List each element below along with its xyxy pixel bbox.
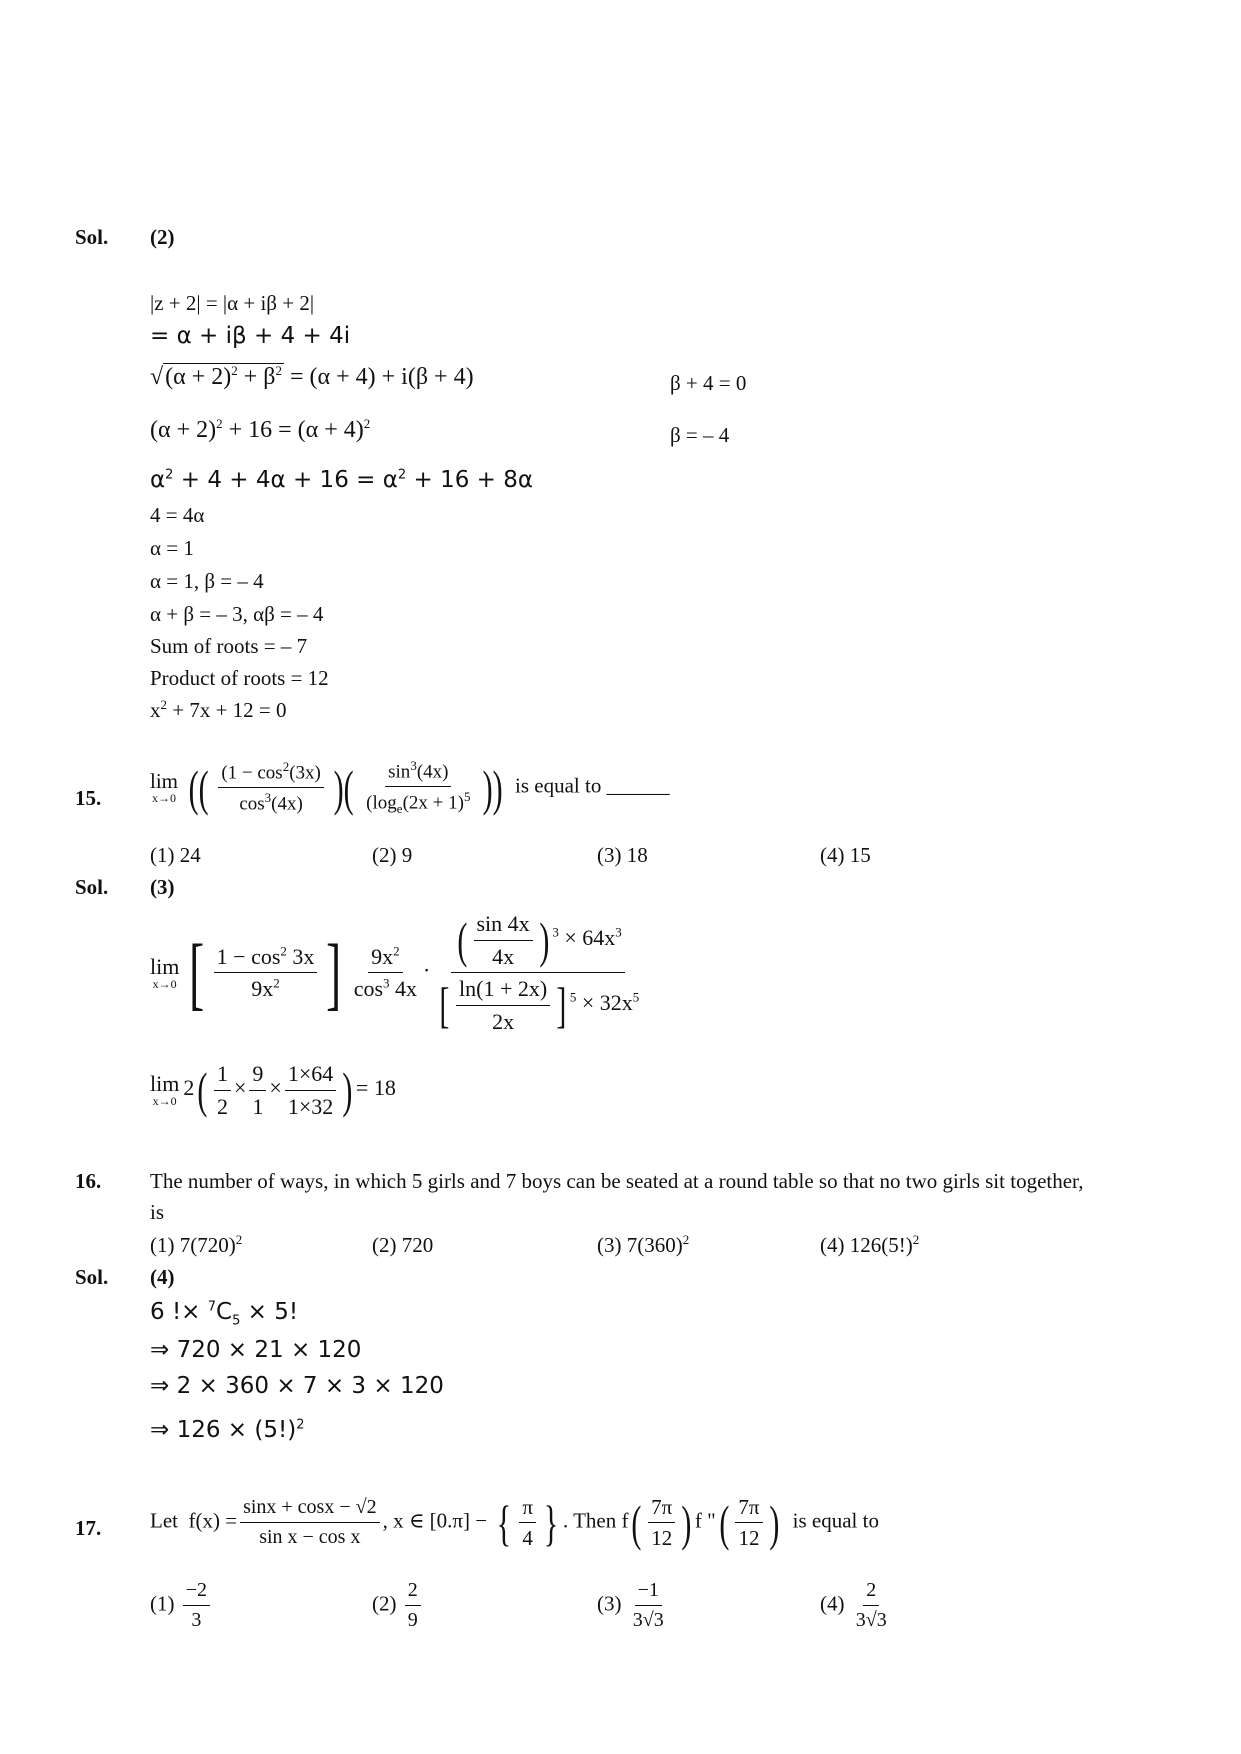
sol14-line-5: $\alpha^2 + 4 + 4\alpha + 16 = \alpha^2 + 16 + 8\alpha$	[150, 467, 534, 493]
sol14-side-1: β + 4 = 0	[670, 371, 747, 395]
q17-expression: Let f(x) = $\frac{\sin x + \cos x - √2}{\text{sin x − cos x}}$ , x ∈ [0.π] − { $\frac{\pi}{4}$ } . Then f( $\frac{7\pi}{12}$ ) f "( $\frac{7\pi}{12}$ ) is equal to	[150, 1494, 879, 1551]
q17-option-4: (4) $\frac{2}{3√3}$	[820, 1579, 887, 1631]
sol-answer-14: (2)	[150, 225, 175, 249]
sol-label-14: Sol.	[75, 225, 109, 249]
q16-option-1: (1) $7(720)^2$	[150, 1232, 243, 1257]
sol15-line-1: lim x→0 [ $\frac{1 - \cos^2 3x}{9x^2}$ ] $\frac{9x^2}{\cos^3 4x}$ · ( $\frac{\sin 4x}{4x}$ ) $^3 \times 64x^3$ [ $\frac{\ln(1 + 2x)}{2x}$ ] $^5 \times 32x^5$	[150, 911, 640, 1034]
sol16-line-2: ⇒ 720 × 21 × 120	[150, 1337, 362, 1363]
q16-text: The number of ways, in which 5 girls and 7 boys can be seated at a round table so that no two girls sit together,	[150, 1169, 1084, 1193]
sol-label-16: Sol.	[75, 1265, 109, 1289]
q15-suffix: is equal to ______	[515, 773, 670, 798]
sol14-side-2: β = – 4	[670, 423, 730, 447]
q17-option-2: (2) $\frac{2}{9}$	[372, 1578, 424, 1633]
sol-answer-16: (4)	[150, 1265, 175, 1289]
sol14-line-11: Product of roots = 12	[150, 666, 329, 690]
sol15-result: = 18	[355, 1075, 396, 1101]
q16-option-3: (3) $7(360)^2$	[597, 1232, 690, 1257]
q17-option-1: (1) $\frac{-2}{3}$	[150, 1578, 213, 1633]
q16-number: 16.	[75, 1169, 102, 1193]
q17-then: . Then	[562, 1508, 617, 1533]
q15-option-2: (2) 9	[372, 843, 413, 867]
q16-option-2: (2) 720	[372, 1233, 434, 1257]
sol16-line-4: ⇒ $126 \times (5!)^2$	[150, 1417, 305, 1443]
q15-number: 15.	[75, 786, 102, 810]
sol16-line-3: ⇒ 2 × 360 × 7 × 3 × 120	[150, 1373, 444, 1399]
sol-answer-15: (3)	[150, 875, 175, 899]
sol14-line-7: α = 1	[150, 536, 194, 560]
q17-number: 17.	[75, 1516, 102, 1540]
sol15-line-2: lim x→0 2( $\frac{1}{2}$ × $\frac{9}{1}$ × $\frac{1\times 64}{1\times 32}$ ) = 18	[150, 1061, 396, 1119]
sol14-line-12: $x^2 + 7x + 12 = 0$	[150, 697, 287, 722]
sol14-line-9: α + β = – 3, αβ = – 4	[150, 602, 324, 626]
sol14-line-4: $(\alpha + 2)^2 + 16 = (\alpha + 4)^2$	[150, 416, 371, 443]
sol14-line-8: α = 1, β = – 4	[150, 569, 264, 593]
q15-option-1: (1) 24	[150, 843, 201, 867]
q16-text-2: is	[150, 1200, 165, 1224]
q15-option-3: (3) 18	[597, 843, 648, 867]
sol14-line-6: 4 = 4α	[150, 503, 205, 527]
sol-label-15: Sol.	[75, 875, 109, 899]
q17-suffix: is equal to	[792, 1508, 879, 1533]
sol14-line-10: Sum of roots = – 7	[150, 634, 308, 658]
q17-option-3: (3) $\frac{-1}{3√3}$	[597, 1579, 664, 1631]
sol14-line-3: $√(\alpha + 2)^2 + \beta^2 = (\alpha + 4) + i(\beta + 4)$	[150, 363, 474, 390]
q15-option-4: (4) 15	[820, 843, 871, 867]
sol16-line-1: 6 !× $^7C_5 \times 5$!	[150, 1299, 299, 1329]
q17-prefix: Let	[150, 1508, 178, 1533]
sol14-line-1: |z + 2| = |α + iβ + 2|	[150, 291, 315, 315]
q16-option-4: (4) $126(5!)^2$	[820, 1232, 920, 1257]
q15-expression: lim x→0 (( $\frac{(1 - \cos^2(3x)}{\cos^3(4x)}$ )( $\frac{\sin^3(4x)}{(\log_e(2x + 1)^5}$ )) is equal to ______	[150, 758, 670, 817]
sol14-line-2: = α + iβ + 4 + 4i	[150, 323, 351, 349]
